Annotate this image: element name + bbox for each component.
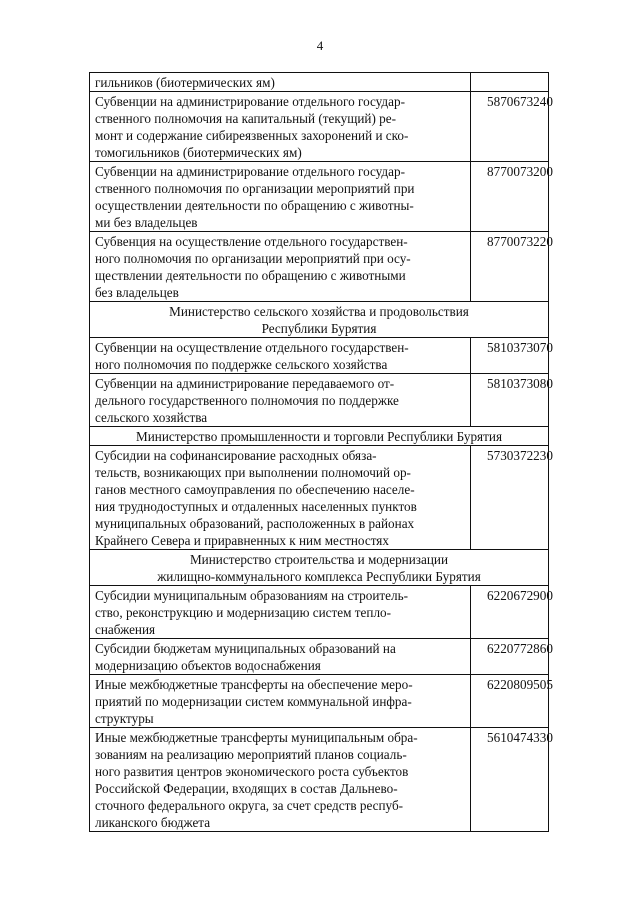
description-line: приятий по модернизации систем коммунальной инфра- (95, 694, 412, 709)
table-row (90, 728, 549, 832)
item-description (90, 338, 471, 374)
section-header-line: Министерство промышленности и торговли Республики Бурятия (135, 429, 503, 444)
table-row (90, 73, 549, 92)
item-code: 6220672900 (471, 586, 549, 639)
table-row (90, 338, 549, 374)
description-line: Иные межбюджетные трансферты муниципальным обра- (95, 730, 418, 745)
table-row (90, 675, 549, 728)
item-code: 6220772860 (471, 639, 549, 675)
section-header-line: Министерство строительства и модернизации (189, 552, 449, 567)
item-code: 5610474330 (471, 728, 549, 832)
item-description (90, 446, 471, 550)
section-header-row (90, 550, 549, 586)
description-line: Субвенции на администрирование отдельного государ- (95, 94, 405, 109)
page-number: 4 (316, 38, 324, 53)
description-line: сточного федерального округа, за счет средств респуб- (95, 798, 404, 813)
item-description (90, 586, 471, 639)
description-line: ществлении деятельности по обращению с животными (95, 268, 406, 283)
section-header (90, 427, 549, 446)
description-line: ного полномочия по поддержке сельского хозяйства (95, 357, 388, 372)
section-header-row (90, 427, 549, 446)
item-code: 5810373080 (471, 374, 549, 427)
description-line: ственного полномочия на капитальный (текущий) ре- (95, 111, 396, 126)
description-line: Иные межбюджетные трансферты на обеспечение меро- (95, 677, 413, 692)
description-line: тельств, возникающих при выполнении полномочий ор- (95, 465, 411, 480)
item-code: 6220809505 (471, 675, 549, 728)
table-row (90, 92, 549, 162)
description-line: без владельцев (95, 285, 179, 300)
description-line: ми без владельцев (95, 215, 198, 230)
table-row (90, 639, 549, 675)
item-description (90, 639, 471, 675)
section-header-line: жилищно-коммунального комплекса Республики Бурятия (157, 569, 481, 584)
item-description (90, 73, 471, 92)
section-header (90, 302, 549, 338)
description-line: Субвенции на осуществление отдельного государствен- (95, 340, 409, 355)
item-description (90, 92, 471, 162)
item-code: 8770073220 (471, 232, 549, 302)
description-line: Субвенция на осуществление отдельного государствен- (95, 234, 408, 249)
item-description (90, 675, 471, 728)
section-header-line: Министерство сельского хозяйства и продовольствия (169, 304, 469, 319)
item-code: 5810373070 (471, 338, 549, 374)
table-body (90, 73, 553, 832)
item-description (90, 232, 471, 302)
description-line: ство, реконструкцию и модернизацию систем тепло- (95, 605, 392, 620)
description-line: структуры (95, 711, 154, 726)
description-line: зованиям на реализацию мероприятий планов социаль- (95, 747, 407, 762)
section-header-line: Республики Бурятия (261, 321, 377, 336)
description-line: ликанского бюджета (95, 815, 211, 830)
description-line: Субсидии муниципальным образованиям на строитель- (95, 588, 409, 603)
description-line: томогильников (биотермических ям) (95, 145, 302, 160)
table-row (90, 374, 549, 427)
budget-table (89, 72, 553, 832)
table-row (90, 162, 549, 232)
item-description (90, 162, 471, 232)
description-line: Субвенции на администрирование отдельного государ- (95, 164, 405, 179)
description-line: Крайнего Севера и приравненных к ним местностях (95, 533, 389, 548)
description-line: снабжения (95, 622, 156, 637)
description-line: сельского хозяйства (95, 410, 208, 425)
item-code: 8770073200 (471, 162, 549, 232)
section-header-row (90, 302, 549, 338)
table-row (90, 446, 549, 550)
description-line: ния труднодоступных и отдаленных населенных пунктов (95, 499, 417, 514)
description-line: осуществлении деятельности по обращению с животны- (95, 198, 414, 213)
description-line: Субсидии на софинансирование расходных обяза- (95, 448, 377, 463)
table-row (90, 586, 549, 639)
table-row (90, 232, 549, 302)
item-code: 5730372230 (471, 446, 549, 550)
item-description (90, 374, 471, 427)
description-line: монт и содержание сибиреязвенных захоронений и ско- (95, 128, 409, 143)
description-line: ственного полномочия по организации мероприятий при (95, 181, 415, 196)
description-line: гильников (биотермических ям) (95, 75, 275, 90)
description-line: ного полномочия по организации мероприятий при осу- (95, 251, 411, 266)
item-description (90, 728, 471, 832)
description-line: Субвенции на администрирование передаваемого от- (95, 376, 395, 391)
description-line: муниципальных образований, расположенных в районах (95, 516, 415, 531)
description-line: ганов местного самоуправления по обеспечению населе- (95, 482, 415, 497)
description-line: Российской Федерации, входящих в состав Дальнево- (95, 781, 398, 796)
description-line: ного развития центров экономического роста субъектов (95, 764, 409, 779)
description-line: Субсидии бюджетам муниципальных образований на (95, 641, 396, 656)
item-code (471, 73, 549, 92)
description-line: модернизацию объектов водоснабжения (95, 658, 321, 673)
description-line: дельного государственного полномочия по поддержке (95, 393, 399, 408)
section-header (90, 550, 549, 586)
item-code: 5870673240 (471, 92, 549, 162)
